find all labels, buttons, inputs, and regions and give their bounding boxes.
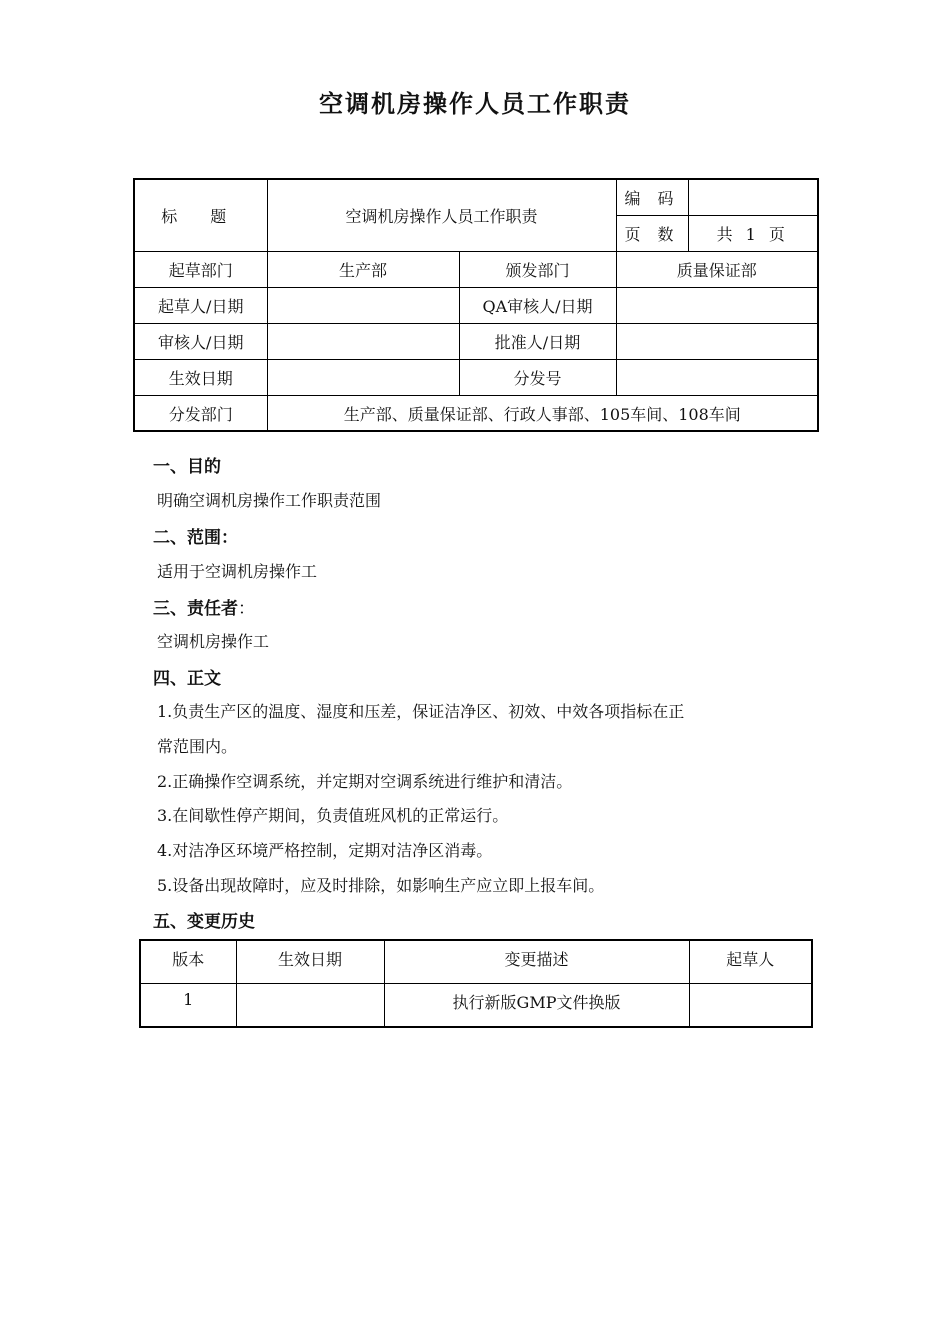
responsibility-text: 空调机房操作工: [157, 632, 270, 651]
drafter-value: [267, 287, 459, 323]
dist-no-value: [616, 359, 818, 395]
responsibility-heading: [153, 594, 255, 619]
pages-label: 页 数: [616, 215, 688, 251]
title-label: 标 题: [134, 179, 267, 251]
title-value: 空调机房操作人员工作职责: [267, 179, 616, 251]
history-heading: 五、变更历史: [153, 912, 255, 932]
history-header-description: 变更描述: [384, 940, 689, 984]
dist-dept-label: 分发部门: [134, 395, 267, 431]
dist-dept-value: 生产部、质量保证部、行政人事部、105车间、108车间: [267, 395, 818, 431]
issue-dept-value: 质量保证部: [616, 251, 818, 287]
pages-value: 共 1 页: [688, 215, 818, 251]
dist-no-label: 分发号: [459, 359, 616, 395]
history-header-drafter: 起草人: [689, 940, 812, 984]
approver-value: [616, 323, 818, 359]
document-header-table: [133, 178, 819, 432]
body-item: 5.设备出现故障时，应及时排除，如影响生产应立即上报车间。: [157, 876, 605, 895]
effective-date-label: 生效日期: [134, 359, 267, 395]
scope-heading: [153, 523, 238, 548]
table-header-row: [140, 940, 812, 984]
scope-heading-text: 二、范围: [153, 528, 221, 548]
reviewer-value: [267, 323, 459, 359]
code-value: [688, 179, 818, 215]
body-item: 3.在间歇性停产期间，负责值班风机的正常运行。: [157, 806, 509, 825]
purpose-heading: 一、目的: [153, 457, 221, 477]
history-cell-drafter: [689, 984, 812, 1028]
responsibility-heading-colon: ：: [238, 599, 255, 619]
responsibility-heading-text: 三、责任者: [153, 599, 238, 619]
change-history-table: [139, 939, 813, 1028]
code-label: 编 码: [616, 179, 688, 215]
issue-dept-label: 颁发部门: [459, 251, 616, 287]
reviewer-label: 审核人/日期: [134, 323, 267, 359]
body-item: 1.负责生产区的温度、湿度和压差，保证洁净区、初效、中效各项指标在正: [157, 702, 685, 721]
history-cell-description: 执行新版GMP文件换版: [384, 984, 689, 1028]
table-row: [140, 984, 812, 1028]
qa-value: [616, 287, 818, 323]
purpose-text: 明确空调机房操作工作职责范围: [157, 491, 382, 510]
draft-dept-label: 起草部门: [134, 251, 267, 287]
body-item: 2.正确操作空调系统，并定期对空调系统进行维护和清洁。: [157, 772, 573, 791]
scope-heading-colon: ：: [221, 528, 238, 548]
draft-dept-value: 生产部: [267, 251, 459, 287]
qa-label: QA审核人/日期: [459, 287, 616, 323]
history-header-date: 生效日期: [236, 940, 384, 984]
history-cell-version: 1: [140, 984, 236, 1028]
document-title: 空调机房操作人员工作职责: [319, 90, 631, 118]
approver-label: 批准人/日期: [459, 323, 616, 359]
scope-text: 适用于空调机房操作工: [157, 562, 318, 581]
body-item: 常范围内。: [157, 737, 238, 756]
effective-date-value: [267, 359, 459, 395]
body-heading: 四、正文: [153, 669, 221, 689]
body-item: 4.对洁净区环境严格控制，定期对洁净区消毒。: [157, 841, 493, 860]
history-cell-date: [236, 984, 384, 1028]
drafter-label: 起草人/日期: [134, 287, 267, 323]
history-header-version: 版本: [140, 940, 236, 984]
